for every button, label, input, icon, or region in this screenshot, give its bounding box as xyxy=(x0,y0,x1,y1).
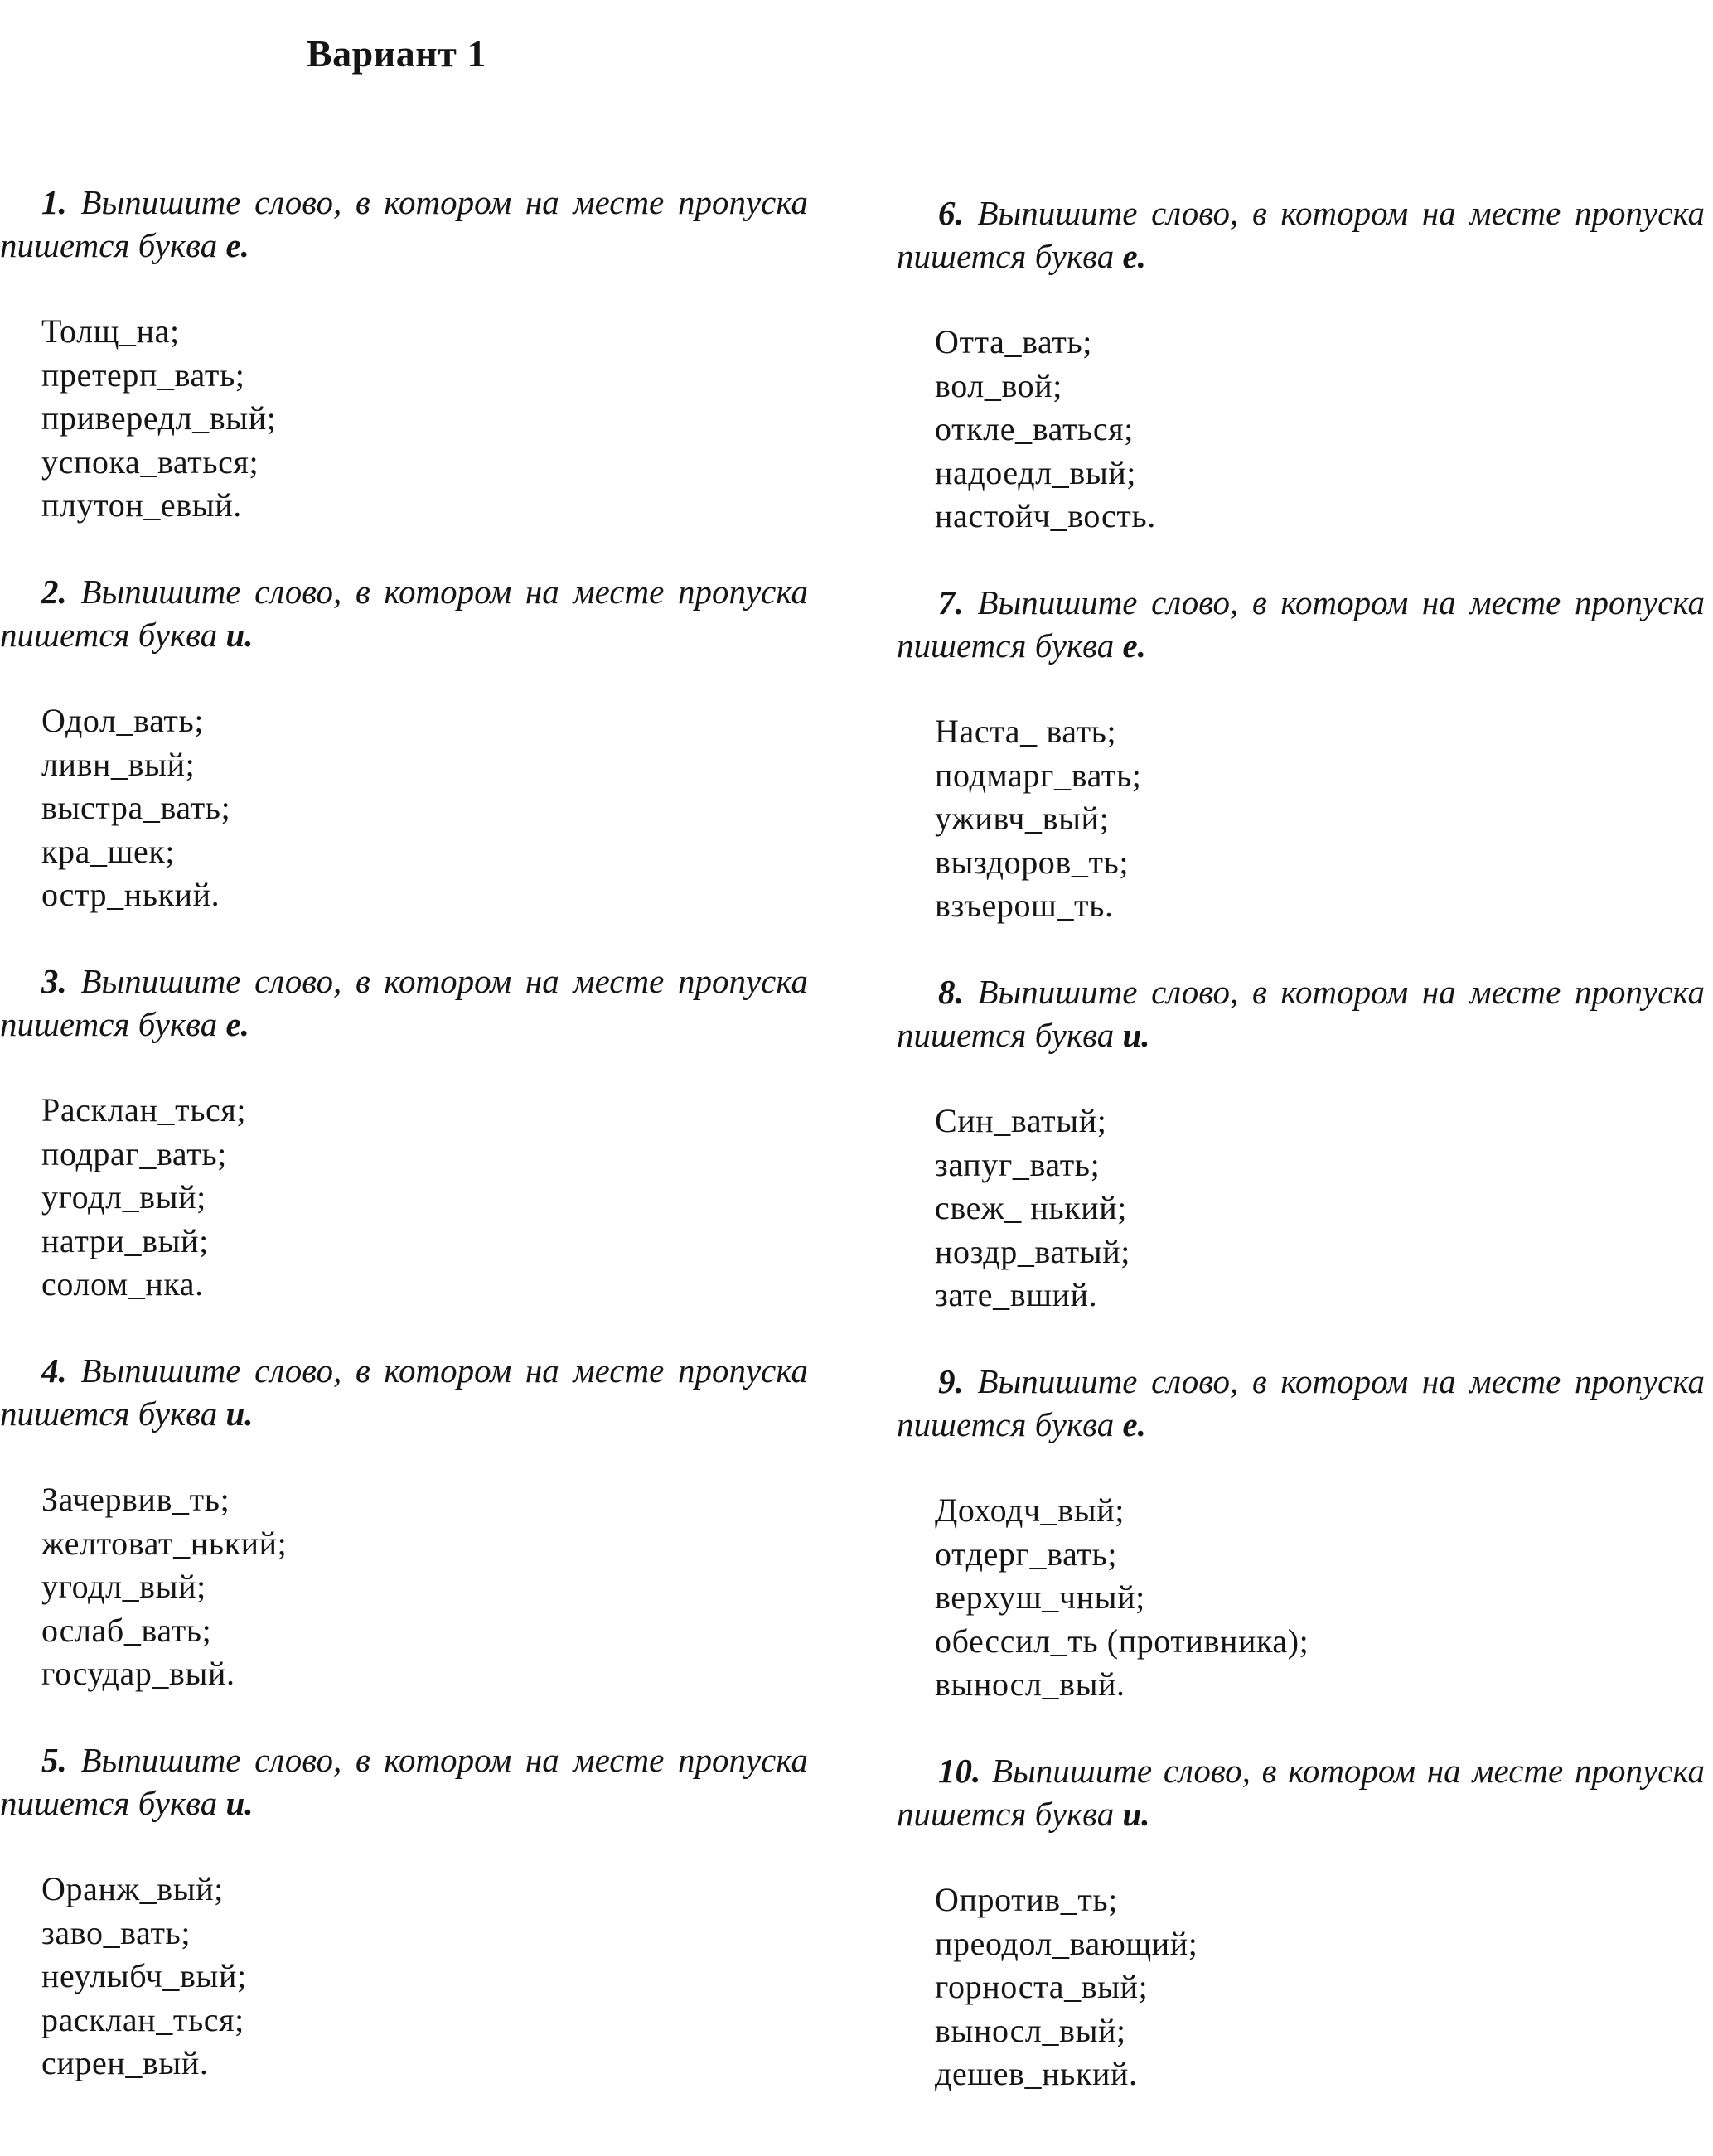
task-prompt xyxy=(897,581,1705,667)
word-item: неулыбч_вый; xyxy=(41,1957,247,1994)
task-prompt xyxy=(897,191,1705,278)
word-item: расклан_ться; xyxy=(41,2000,244,2038)
task-number: 4. xyxy=(41,1351,67,1390)
word-item: подраг_вать; xyxy=(41,1134,227,1172)
task-text: Выпишите слово, в котором на месте пропуска пишется буква xyxy=(0,1741,809,1822)
task-letter: и. xyxy=(225,616,254,654)
word-item: заво_вать; xyxy=(41,1913,191,1951)
task-text: Выпишите слово, в котором на месте пропуска пишется буква xyxy=(897,583,1706,665)
word-list xyxy=(41,699,837,917)
word-item: государ_вый. xyxy=(41,1655,235,1692)
task-letter: е. xyxy=(1122,1405,1146,1443)
word-item: Наста_ вать; xyxy=(935,713,1117,750)
task-number: 1. xyxy=(41,183,67,221)
word-item: подмарг_вать; xyxy=(935,756,1142,794)
word-list xyxy=(41,310,837,528)
word-item: Зачервив_ть; xyxy=(41,1481,230,1518)
word-list xyxy=(935,1100,1713,1317)
word-item: выстра_вать; xyxy=(41,789,231,826)
word-item: Отта_вать; xyxy=(935,323,1093,360)
task-letter: и. xyxy=(1122,1795,1150,1833)
task-text: Выпишите слово, в котором на месте пропуска пишется буква xyxy=(0,183,809,264)
task-7 xyxy=(897,581,1713,970)
word-list xyxy=(935,1878,1713,2096)
task-number: 3. xyxy=(41,962,67,1000)
word-item: сирен_вый. xyxy=(41,2044,209,2081)
task-4 xyxy=(0,1349,837,1738)
word-item: откле_ваться; xyxy=(935,410,1134,447)
word-item: выносл_вый; xyxy=(935,2011,1126,2049)
word-item: ослаб_вать; xyxy=(41,1611,212,1649)
task-letter: и. xyxy=(1122,1016,1150,1054)
word-item: Син_ватый; xyxy=(935,1102,1107,1139)
word-item: плутон_евый. xyxy=(41,486,242,524)
word-list xyxy=(41,1478,837,1696)
word-list xyxy=(41,1089,837,1307)
task-prompt xyxy=(0,1349,808,1435)
task-prompt xyxy=(897,1360,1705,1446)
task-number: 6. xyxy=(938,194,964,232)
word-item: угодл_вый; xyxy=(41,1178,206,1216)
word-item: зате_вший. xyxy=(935,1276,1098,1313)
word-item: вол_вой; xyxy=(935,366,1062,404)
word-item: выносл_вый. xyxy=(935,1665,1125,1703)
word-item: выздоров_ть; xyxy=(935,843,1130,881)
task-number: 8. xyxy=(938,973,964,1011)
word-item: угодл_вый; xyxy=(41,1568,206,1605)
word-item: надоедл_вый; xyxy=(935,453,1137,491)
word-item: солом_нка. xyxy=(41,1265,204,1303)
task-text: Выпишите слово, в котором на месте пропуска пишется буква xyxy=(897,194,1706,275)
word-item: ноздр_ватый; xyxy=(935,1232,1130,1270)
word-item: Опротив_ть; xyxy=(935,1881,1118,1918)
task-number: 2. xyxy=(41,573,67,611)
word-item: желтоват_нький; xyxy=(41,1524,288,1562)
word-item: запуг_вать; xyxy=(935,1145,1101,1183)
task-text: Выпишите слово, в котором на месте пропуска пишется буква xyxy=(897,1362,1706,1443)
word-item: настойч_вость. xyxy=(935,497,1156,534)
word-item: претерп_вать; xyxy=(41,355,245,394)
task-8 xyxy=(897,970,1713,1360)
task-number: 9. xyxy=(938,1362,964,1400)
task-1 xyxy=(0,181,837,570)
right-column xyxy=(897,191,1713,2139)
task-text: Выпишите слово, в котором на месте пропуска пишется буква xyxy=(0,1351,809,1433)
word-item: Одол_вать; xyxy=(41,702,205,739)
task-number: 5. xyxy=(41,1741,67,1779)
task-letter: е. xyxy=(1122,237,1146,275)
task-text: Выпишите слово, в котором на месте пропуска пишется буква xyxy=(897,1752,1705,1833)
word-item: отдерг_вать; xyxy=(935,1535,1118,1573)
task-number: 7. xyxy=(938,583,964,621)
task-text: Выпишите слово, в котором на месте пропуска пишется буква xyxy=(0,573,809,654)
word-item: дешев_нький. xyxy=(935,2055,1138,2092)
word-list xyxy=(935,1489,1713,1707)
task-9 xyxy=(897,1360,1713,1749)
task-2 xyxy=(0,570,837,960)
task-10 xyxy=(897,1749,1713,2139)
task-prompt xyxy=(897,970,1705,1056)
word-item: верхуш_чный; xyxy=(935,1578,1145,1616)
task-prompt xyxy=(0,960,808,1046)
word-item: успока_ваться; xyxy=(41,442,259,481)
task-letter: и. xyxy=(225,1784,254,1822)
task-letter: е. xyxy=(225,226,249,264)
word-item: обессил_ть (противника); xyxy=(935,1622,1309,1660)
task-letter: и. xyxy=(225,1395,254,1433)
word-item: кра_шек; xyxy=(41,832,176,870)
word-item: остр_нький. xyxy=(41,876,220,913)
word-item: свеж_ нький; xyxy=(935,1189,1128,1226)
task-letter: е. xyxy=(1122,626,1146,665)
task-text: Выпишите слово, в котором на месте пропуска пишется буква xyxy=(897,973,1706,1054)
task-text: Выпишите слово, в котором на месте пропуска пишется буква xyxy=(0,962,809,1043)
task-letter: е. xyxy=(225,1005,249,1043)
word-list xyxy=(935,710,1713,928)
task-prompt xyxy=(0,181,808,267)
task-number: 10. xyxy=(938,1752,981,1790)
word-list xyxy=(935,321,1713,539)
word-item: Расклан_ться; xyxy=(41,1091,247,1129)
task-5 xyxy=(0,1738,837,2128)
task-3 xyxy=(0,960,837,1349)
word-item: привередл_вый; xyxy=(41,399,277,437)
word-item: ливн_вый; xyxy=(41,745,196,783)
task-6 xyxy=(897,191,1713,581)
word-item: Оранж_вый; xyxy=(41,1870,224,1907)
task-prompt xyxy=(0,1738,808,1825)
word-item: Толщ_на; xyxy=(41,312,180,350)
left-column xyxy=(0,181,837,2128)
word-list xyxy=(41,1868,837,2086)
word-item: взъерош_ть. xyxy=(935,887,1114,924)
word-item: уживч_вый; xyxy=(935,800,1110,837)
word-item: натри_вый; xyxy=(41,1221,209,1259)
word-item: преодол_вающий; xyxy=(935,1924,1198,1962)
word-item: горноста_вый; xyxy=(935,1968,1149,2005)
task-prompt xyxy=(897,1749,1705,1835)
word-item: Доходч_вый; xyxy=(935,1491,1125,1529)
task-prompt xyxy=(0,570,808,656)
page-title: Вариант 1 xyxy=(307,32,486,75)
